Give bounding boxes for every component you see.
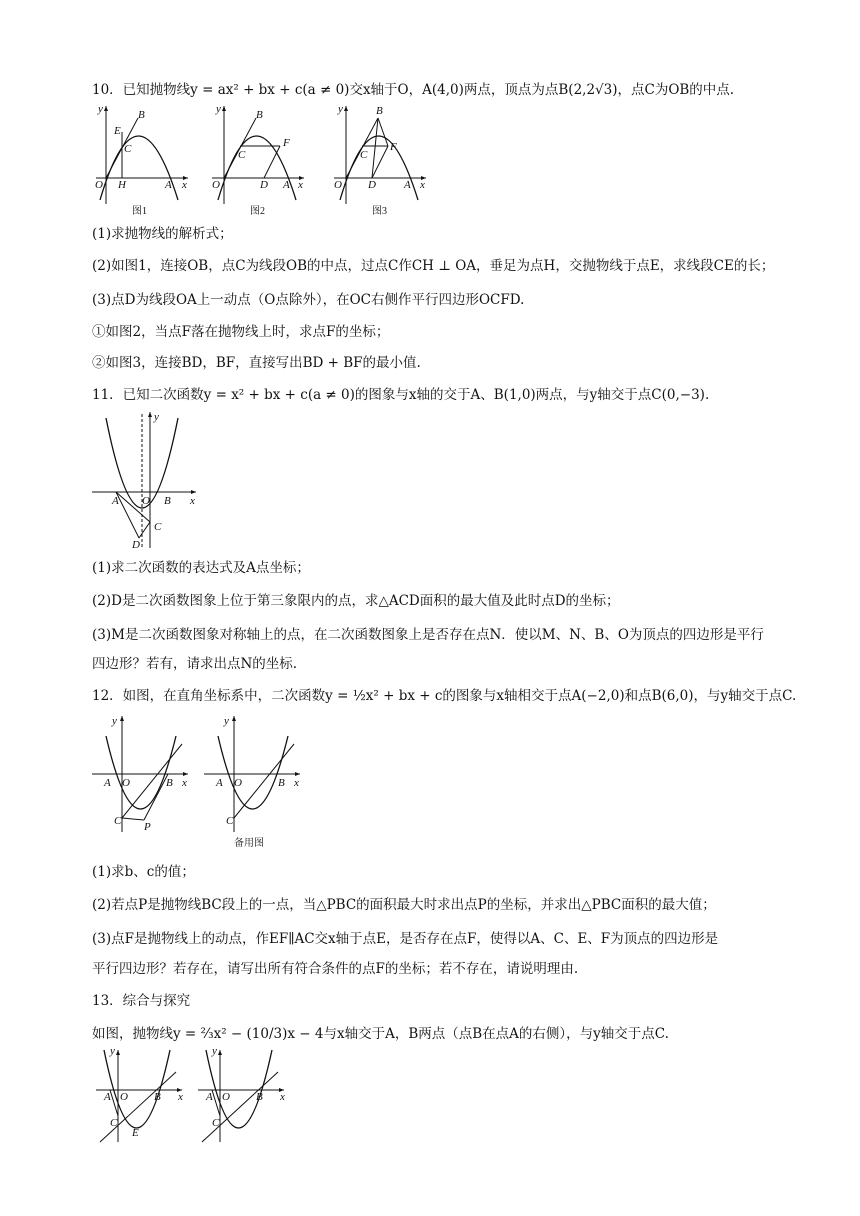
svg-text:A: A bbox=[104, 1091, 111, 1103]
q12-figure-main bbox=[92, 712, 202, 837]
svg-text:x: x bbox=[178, 1091, 183, 1103]
svg-text:B: B bbox=[256, 109, 263, 121]
svg-text:B: B bbox=[164, 495, 171, 507]
svg-text:C: C bbox=[226, 815, 234, 827]
svg-text:B: B bbox=[166, 777, 173, 789]
q12-part3: (3)点F是抛物线上的动点，作EF∥AC交x轴于点E，是否存在点F，使得以A、C、E、F为顶点的四边形是 bbox=[92, 931, 719, 947]
svg-text:C: C bbox=[154, 521, 162, 533]
q13-title: 13．综合与探究 bbox=[92, 993, 191, 1009]
q13-figure-2 bbox=[198, 1046, 293, 1146]
q10-figure-2 bbox=[208, 100, 308, 220]
svg-text:y: y bbox=[154, 411, 159, 423]
svg-text:D: D bbox=[368, 179, 376, 191]
svg-text:x: x bbox=[182, 179, 187, 191]
svg-text:x: x bbox=[182, 777, 187, 789]
svg-text:E: E bbox=[132, 1127, 139, 1139]
q10-part3: (3)点D为线段OA上一动点（O点除外），在OC右侧作平行四边形OCFD. bbox=[92, 292, 525, 308]
q12-part2: (2)若点P是抛物线BC段上的一点，当△PBC的面积最大时求出点P的坐标，并求出△PBC面积的最大值； bbox=[92, 897, 716, 913]
svg-text:y: y bbox=[98, 103, 103, 115]
svg-text:F: F bbox=[283, 137, 290, 149]
svg-text:D: D bbox=[132, 539, 140, 551]
q10-part2: (2)如图1，连接OB，点C为线段OB的中点，过点C作CH ⊥ OA，垂足为点H，交抛物线于点E，求线段CE的长； bbox=[92, 258, 775, 274]
svg-text:O: O bbox=[120, 1091, 128, 1103]
q11-part3-cont: 四边形？若有，请求出点N的坐标. bbox=[92, 656, 298, 672]
svg-text:C: C bbox=[114, 815, 122, 827]
q11-figure bbox=[92, 408, 212, 553]
q10-part1: (1)求抛物线的解析式； bbox=[92, 226, 233, 242]
q12-stem: 12．如图，在直角坐标系中，二次函数y = ½x² + bx + c的图象与x轴相交于点A(−2,0)和点B(6,0)，与y轴交于点C. bbox=[92, 688, 797, 704]
fig1-caption: 图1 bbox=[132, 206, 147, 217]
svg-text:O: O bbox=[222, 1091, 230, 1103]
svg-text:C: C bbox=[124, 143, 132, 155]
svg-text:y: y bbox=[112, 715, 117, 727]
svg-text:y: y bbox=[338, 103, 343, 115]
svg-text:O: O bbox=[122, 777, 130, 789]
q12-part3-cont: 平行四边形？若存在，请写出所有符合条件的点F的坐标；若不存在，请说明理由. bbox=[92, 961, 579, 977]
svg-text:B: B bbox=[154, 1091, 161, 1103]
svg-text:A: A bbox=[404, 179, 411, 191]
svg-text:A: A bbox=[104, 777, 111, 789]
fig3-caption: 图3 bbox=[372, 206, 387, 217]
svg-text:A: A bbox=[216, 777, 223, 789]
spare-figure-caption: 备用图 bbox=[234, 838, 264, 849]
q13-stem: 如图，抛物线y = ⅔x² − (10/3)x − 4与x轴交于A，B两点（点B在点A的右侧），与y轴交于点C. bbox=[92, 1026, 669, 1042]
svg-text:B: B bbox=[278, 777, 285, 789]
q10-part3b: ②如图3，连接BD，BF，直接写出BD + BF的最小值. bbox=[92, 355, 421, 371]
q13-figure-1 bbox=[96, 1046, 191, 1146]
svg-text:O: O bbox=[334, 179, 342, 191]
svg-text:B: B bbox=[256, 1091, 263, 1103]
svg-text:O: O bbox=[142, 495, 150, 507]
svg-text:F: F bbox=[390, 141, 397, 153]
q10-figure-1 bbox=[92, 100, 192, 220]
svg-text:O: O bbox=[212, 179, 220, 191]
q10-part3a: ①如图2，当点F落在抛物线上时，求点F的坐标； bbox=[92, 324, 390, 340]
q10-stem: 10．已知抛物线y = ax² + bx + c(a ≠ 0)交x轴于O，A(4,0)两点，顶点为点B(2,2√3)，点C为OB的中点. bbox=[92, 82, 735, 98]
svg-text:x: x bbox=[420, 179, 425, 191]
svg-text:P: P bbox=[144, 821, 151, 833]
svg-text:C: C bbox=[212, 1117, 220, 1129]
svg-text:x: x bbox=[294, 777, 299, 789]
svg-text:y: y bbox=[110, 1045, 115, 1057]
svg-text:y: y bbox=[212, 1045, 217, 1057]
svg-text:C: C bbox=[360, 149, 368, 161]
svg-text:A: A bbox=[206, 1091, 213, 1103]
svg-text:B: B bbox=[376, 105, 383, 117]
svg-text:x: x bbox=[298, 179, 303, 191]
q11-part3: (3)M是二次函数图象对称轴上的点，在二次函数图象上是否存在点N．使以M、N、B、O为顶点的四边形是平行 bbox=[92, 627, 764, 643]
svg-text:y: y bbox=[224, 715, 229, 727]
svg-text:A: A bbox=[165, 179, 172, 191]
svg-text:O: O bbox=[234, 777, 242, 789]
svg-text:A: A bbox=[283, 179, 290, 191]
svg-text:B: B bbox=[138, 109, 145, 121]
svg-text:x: x bbox=[190, 495, 195, 507]
svg-text:E: E bbox=[114, 125, 121, 137]
q12-part1: (1)求b、c的值； bbox=[92, 864, 195, 880]
svg-text:x: x bbox=[280, 1091, 285, 1103]
q10-figure-3 bbox=[330, 100, 430, 220]
svg-text:C: C bbox=[238, 149, 246, 161]
q11-part2: (2)D是二次函数图象上位于第三象限内的点，求△ACD面积的最大值及此时点D的坐标； bbox=[92, 593, 620, 609]
fig2-caption: 图2 bbox=[250, 206, 265, 217]
svg-text:A: A bbox=[112, 495, 119, 507]
svg-text:H: H bbox=[118, 179, 126, 191]
q12-figure-spare bbox=[204, 712, 314, 852]
svg-text:C: C bbox=[110, 1117, 118, 1129]
q11-part1: (1)求二次函数的表达式及A点坐标； bbox=[92, 560, 310, 576]
svg-text:y: y bbox=[216, 103, 221, 115]
svg-text:D: D bbox=[260, 179, 268, 191]
svg-text:O: O bbox=[95, 179, 103, 191]
q11-stem: 11．已知二次函数y = x² + bx + c(a ≠ 0)的图象与x轴的交于A、B(1,0)两点，与y轴交于点C(0,−3). bbox=[92, 387, 710, 403]
